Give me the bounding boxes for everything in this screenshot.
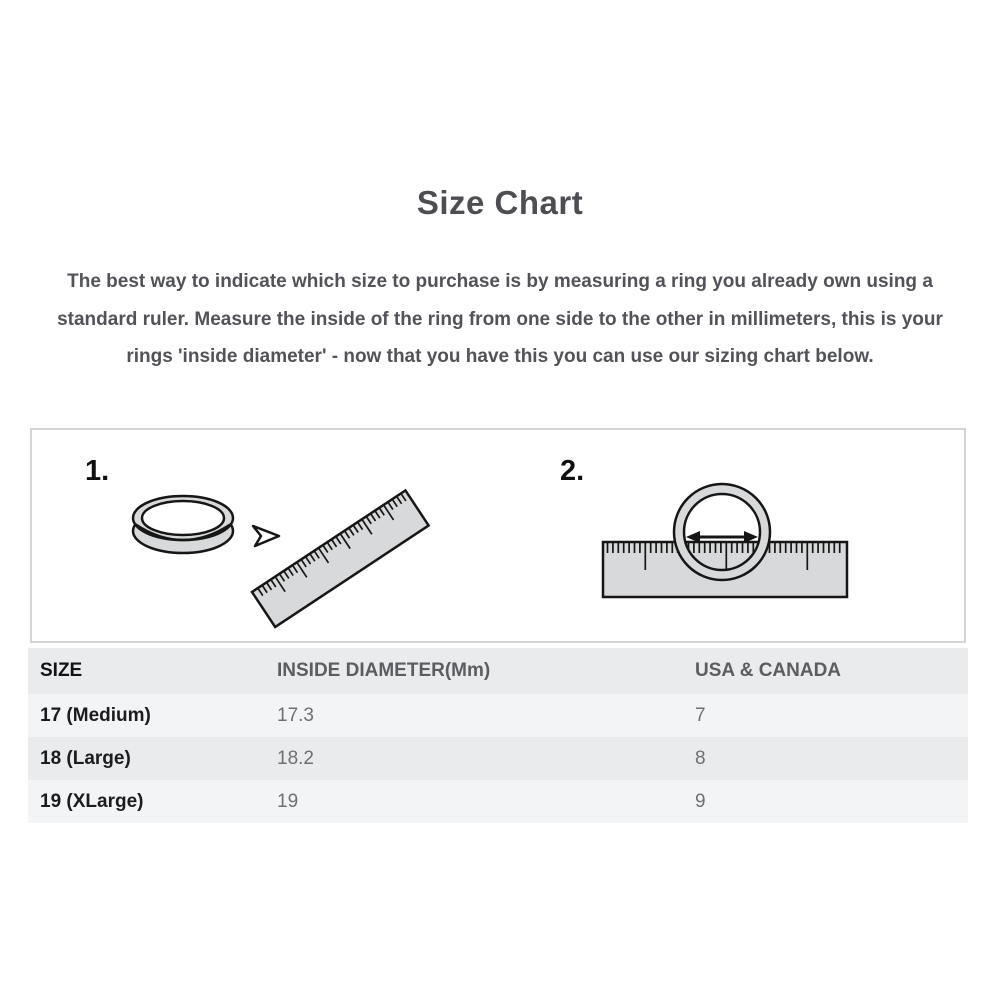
tilted-ruler-icon: [252, 490, 429, 627]
table-cell-inside_diameter_mm: 19: [277, 790, 299, 812]
size-table: [28, 648, 968, 823]
table-cell-usa_canada: 8: [695, 747, 706, 769]
measurement-illustration: [32, 430, 964, 641]
size-table-body: [28, 694, 968, 823]
step-1-label: 1.: [85, 455, 110, 487]
table-row: [28, 737, 968, 780]
table-cell-size: 18 (Large): [40, 747, 131, 769]
column-header-inside-diameter: INSIDE DIAMETER(Mm): [277, 660, 491, 681]
measurement-illustration-box: [30, 428, 966, 643]
step-2-label: 2.: [560, 455, 585, 487]
intro-text: The best way to indicate which size to purchase is by measuring a ring you already own using a standard ruler. Measure the inside of the ring from one side to the other in millimeters, this is your rings 'inside diameter' - now that you have this you can use our sizing chart below.: [57, 271, 943, 367]
table-cell-usa_canada: 7: [695, 704, 706, 726]
column-header-size: SIZE: [40, 660, 83, 681]
table-cell-inside_diameter_mm: 17.3: [277, 704, 314, 726]
column-header-usa-canada: USA & CANADA: [695, 660, 842, 681]
size-table-header: [28, 648, 968, 694]
table-row: [28, 694, 968, 737]
table-row: [28, 780, 968, 823]
pointer-arrow-icon: [253, 526, 279, 546]
page-title: Size Chart: [416, 184, 584, 221]
table-cell-usa_canada: 9: [695, 790, 706, 812]
table-cell-size: 17 (Medium): [40, 704, 151, 726]
table-cell-inside_diameter_mm: 18.2: [277, 747, 314, 769]
table-cell-size: 19 (XLarge): [40, 790, 144, 812]
ring-icon: [133, 496, 233, 553]
